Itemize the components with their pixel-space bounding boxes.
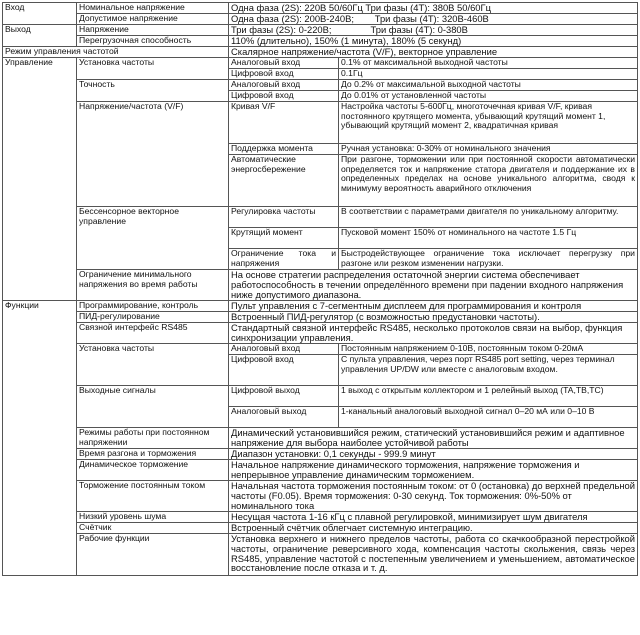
item-cell: Связной интерфейс RS485 <box>77 323 229 344</box>
item-cell: Установка частоты <box>77 58 229 80</box>
item-cell: Выходные сигналы <box>77 386 229 428</box>
item-cell: Ограничение минимального напряжения во время работы <box>77 270 229 301</box>
sub-item-cell: Аналоговый вход <box>229 58 339 69</box>
value-cell: Постоянным напряжением 0-10В, постоянным током 0-20мА <box>339 344 638 355</box>
value-cell: Начальная частота торможения постоянным током: от 0 (остановка) до верхней предельной частоты (F0.05). Время торможения: 0-30 секунд. Ток торможения: 0%-50% от номинального тока <box>229 481 638 512</box>
value-cell: До 0.2% от максимальной выходной частоты <box>339 80 638 91</box>
spec-table <box>2 2 638 576</box>
item-cell: Низкий уровень шума <box>77 512 229 523</box>
sub-item-cell: Регулировка частоты <box>229 207 339 228</box>
item-cell: Установка частоты <box>77 344 229 386</box>
table-row <box>3 386 638 407</box>
category-cell: Функции <box>3 301 77 576</box>
value-cell: Настройка частоты 5-600Гц, многоточечная кривая V/F, кривая постоянного крутящего момента, убывающий крутящий момент 1, убывающий крутящий момент 2, квадратичная кривая <box>339 102 638 144</box>
item-cell: Счётчик <box>77 523 229 534</box>
value-cell: Три фазы (2S): 0-220В; Три фазы (4Т): 0-380В <box>229 25 638 36</box>
value-cell: Быстродействующее ограничение тока исключает перегрузку при разгоне или резком изменении нагрузки. <box>339 249 638 270</box>
item-cell: ПИД-регулирование <box>77 312 229 323</box>
value-cell: Одна фаза (2S): 200В-240В; Три фазы (4Т): 320В-460В <box>229 14 638 25</box>
value-cell: Встроенный счётчик облегчает системную интеграцию. <box>229 523 638 534</box>
category-cell: Управление <box>3 58 77 301</box>
value-cell: Одна фаза (2S): 220В 50/60Гц Три фазы (4Т): 380В 50/60Гц <box>229 3 638 14</box>
sub-item-cell: Аналоговый выход <box>229 407 339 428</box>
value-cell: До 0.01% от установленной частоты <box>339 91 638 102</box>
table-row <box>3 534 638 576</box>
sub-item-cell: Крутящий момент <box>229 228 339 249</box>
table-row <box>3 25 638 36</box>
table-row <box>3 36 638 47</box>
table-row <box>3 102 638 144</box>
value-cell: 0.1% от максимальной выходной частоты <box>339 58 638 69</box>
table-row <box>3 207 638 228</box>
table-row <box>3 449 638 460</box>
item-cell: Напряжение <box>77 25 229 36</box>
sub-item-cell: Цифровой вход <box>229 91 339 102</box>
category-cell: Выход <box>3 25 77 47</box>
table-row <box>3 47 638 58</box>
sub-item-cell: Поддержка момента <box>229 144 339 155</box>
sub-item-cell: Аналоговый вход <box>229 344 339 355</box>
item-cell: Номинальное напряжение <box>77 3 229 14</box>
value-cell: Пульт управления с 7-сегментным дисплеем для программирования и контроля <box>229 301 638 312</box>
table-row <box>3 270 638 301</box>
table-row <box>3 14 638 25</box>
value-cell: В соответствии с параметрами двигателя по уникальному алгоритму. <box>339 207 638 228</box>
item-cell: Точность <box>77 80 229 102</box>
item-cell: Время разгона и торможения <box>77 449 229 460</box>
item-cell: Перегрузочная способность <box>77 36 229 47</box>
value-cell: Скалярное напряжение/частота (V/F), векторное управление <box>229 47 638 58</box>
table-row <box>3 323 638 344</box>
table-row <box>3 344 638 355</box>
sub-item-cell: Цифровой выход <box>229 386 339 407</box>
value-cell: 0.1Гц <box>339 69 638 80</box>
table-row <box>3 301 638 312</box>
value-cell: Несущая частота 1-16 кГц с плавной регулировкой, минимизирует шум двигателя <box>229 512 638 523</box>
value-cell: Диапазон установки: 0,1 секунды - 999.9 минут <box>229 449 638 460</box>
sub-item-cell: Автоматические энергосбережение <box>229 155 339 207</box>
table-row <box>3 460 638 481</box>
item-cell: Рабочие функции <box>77 534 229 576</box>
value-cell: 1-канальный аналоговый выходной сигнал 0–20 мА или 0–10 В <box>339 407 638 428</box>
value-cell: При разгоне, торможении или при постоянной скорости автоматически определяется ток и напряжение статора двигателя и поддержание их в определенных пределах на основе уникального алгоритма, сводя к минимуму вероятность аварийного отключения <box>339 155 638 207</box>
sub-item-cell: Аналоговый вход <box>229 80 339 91</box>
table-row <box>3 428 638 449</box>
table-row <box>3 80 638 91</box>
item-cell: Режимы работы при постоянном напряжении <box>77 428 229 449</box>
value-cell: На основе стратегии распределения остаточной энергии система обеспечивает работоспособность в течении определённого времени при падении входного напряжения ниже допустимого диапазона. <box>229 270 638 301</box>
table-row <box>3 481 638 512</box>
table-row <box>3 3 638 14</box>
value-cell: 110% (длительно), 150% (1 минута), 180% (5 секунд) <box>229 36 638 47</box>
value-cell: Встроенный ПИД-регулятор (с возможностью предустановки частоты). <box>229 312 638 323</box>
category-cell: Режим управления частотой <box>3 47 229 58</box>
item-cell: Допустимое напряжение <box>77 14 229 25</box>
sub-item-cell: Кривая V/F <box>229 102 339 144</box>
item-cell: Программирование, контроль <box>77 301 229 312</box>
value-cell: Динамический установившийся режим, статический установившийся режим и адаптивное напряжение для выбора наиболее устойчивой работы <box>229 428 638 449</box>
table-row <box>3 312 638 323</box>
value-cell: Стандартный связной интерфейс RS485, несколько протоколов связи на выбор, функция синхронизации управления. <box>229 323 638 344</box>
item-cell: Торможение постоянным током <box>77 481 229 512</box>
value-cell: Пусковой момент 150% от номинального на частоте 1.5 Гц <box>339 228 638 249</box>
value-cell: Установка верхнего и нижнего пределов частоты, работа со скачкообразной перестройкой частоты, ограничение реверсивного хода, компенсация частоты скольжения, связь через RS485, управление частотой с постепенным увеличением и уменьшением, автоматическое восстановление после отказа и т. д. <box>229 534 638 576</box>
category-cell: Вход <box>3 3 77 25</box>
sub-item-cell: Ограничение тока и напряжения <box>229 249 339 270</box>
value-cell: Начальное напряжение динамического торможения, напряжение торможения и непрерывное управление динамическим торможением. <box>229 460 638 481</box>
item-cell: Напряжение/частота (V/F) <box>77 102 229 207</box>
table-row <box>3 512 638 523</box>
sub-item-cell: Цифровой вход <box>229 69 339 80</box>
item-cell: Динамическое торможение <box>77 460 229 481</box>
item-cell: Бессенсорное векторное управление <box>77 207 229 270</box>
table-row <box>3 58 638 69</box>
table-row <box>3 523 638 534</box>
value-cell: 1 выход с открытым коллектором и 1 релейный выход (TA,TB,TC) <box>339 386 638 407</box>
value-cell: Ручная установка: 0-30% от номинального значения <box>339 144 638 155</box>
sub-item-cell: Цифровой вход <box>229 355 339 386</box>
value-cell: С пульта управления, через порт RS485 port setting, через терминал управления UP/DW или вместе с аналоговым входом. <box>339 355 638 386</box>
